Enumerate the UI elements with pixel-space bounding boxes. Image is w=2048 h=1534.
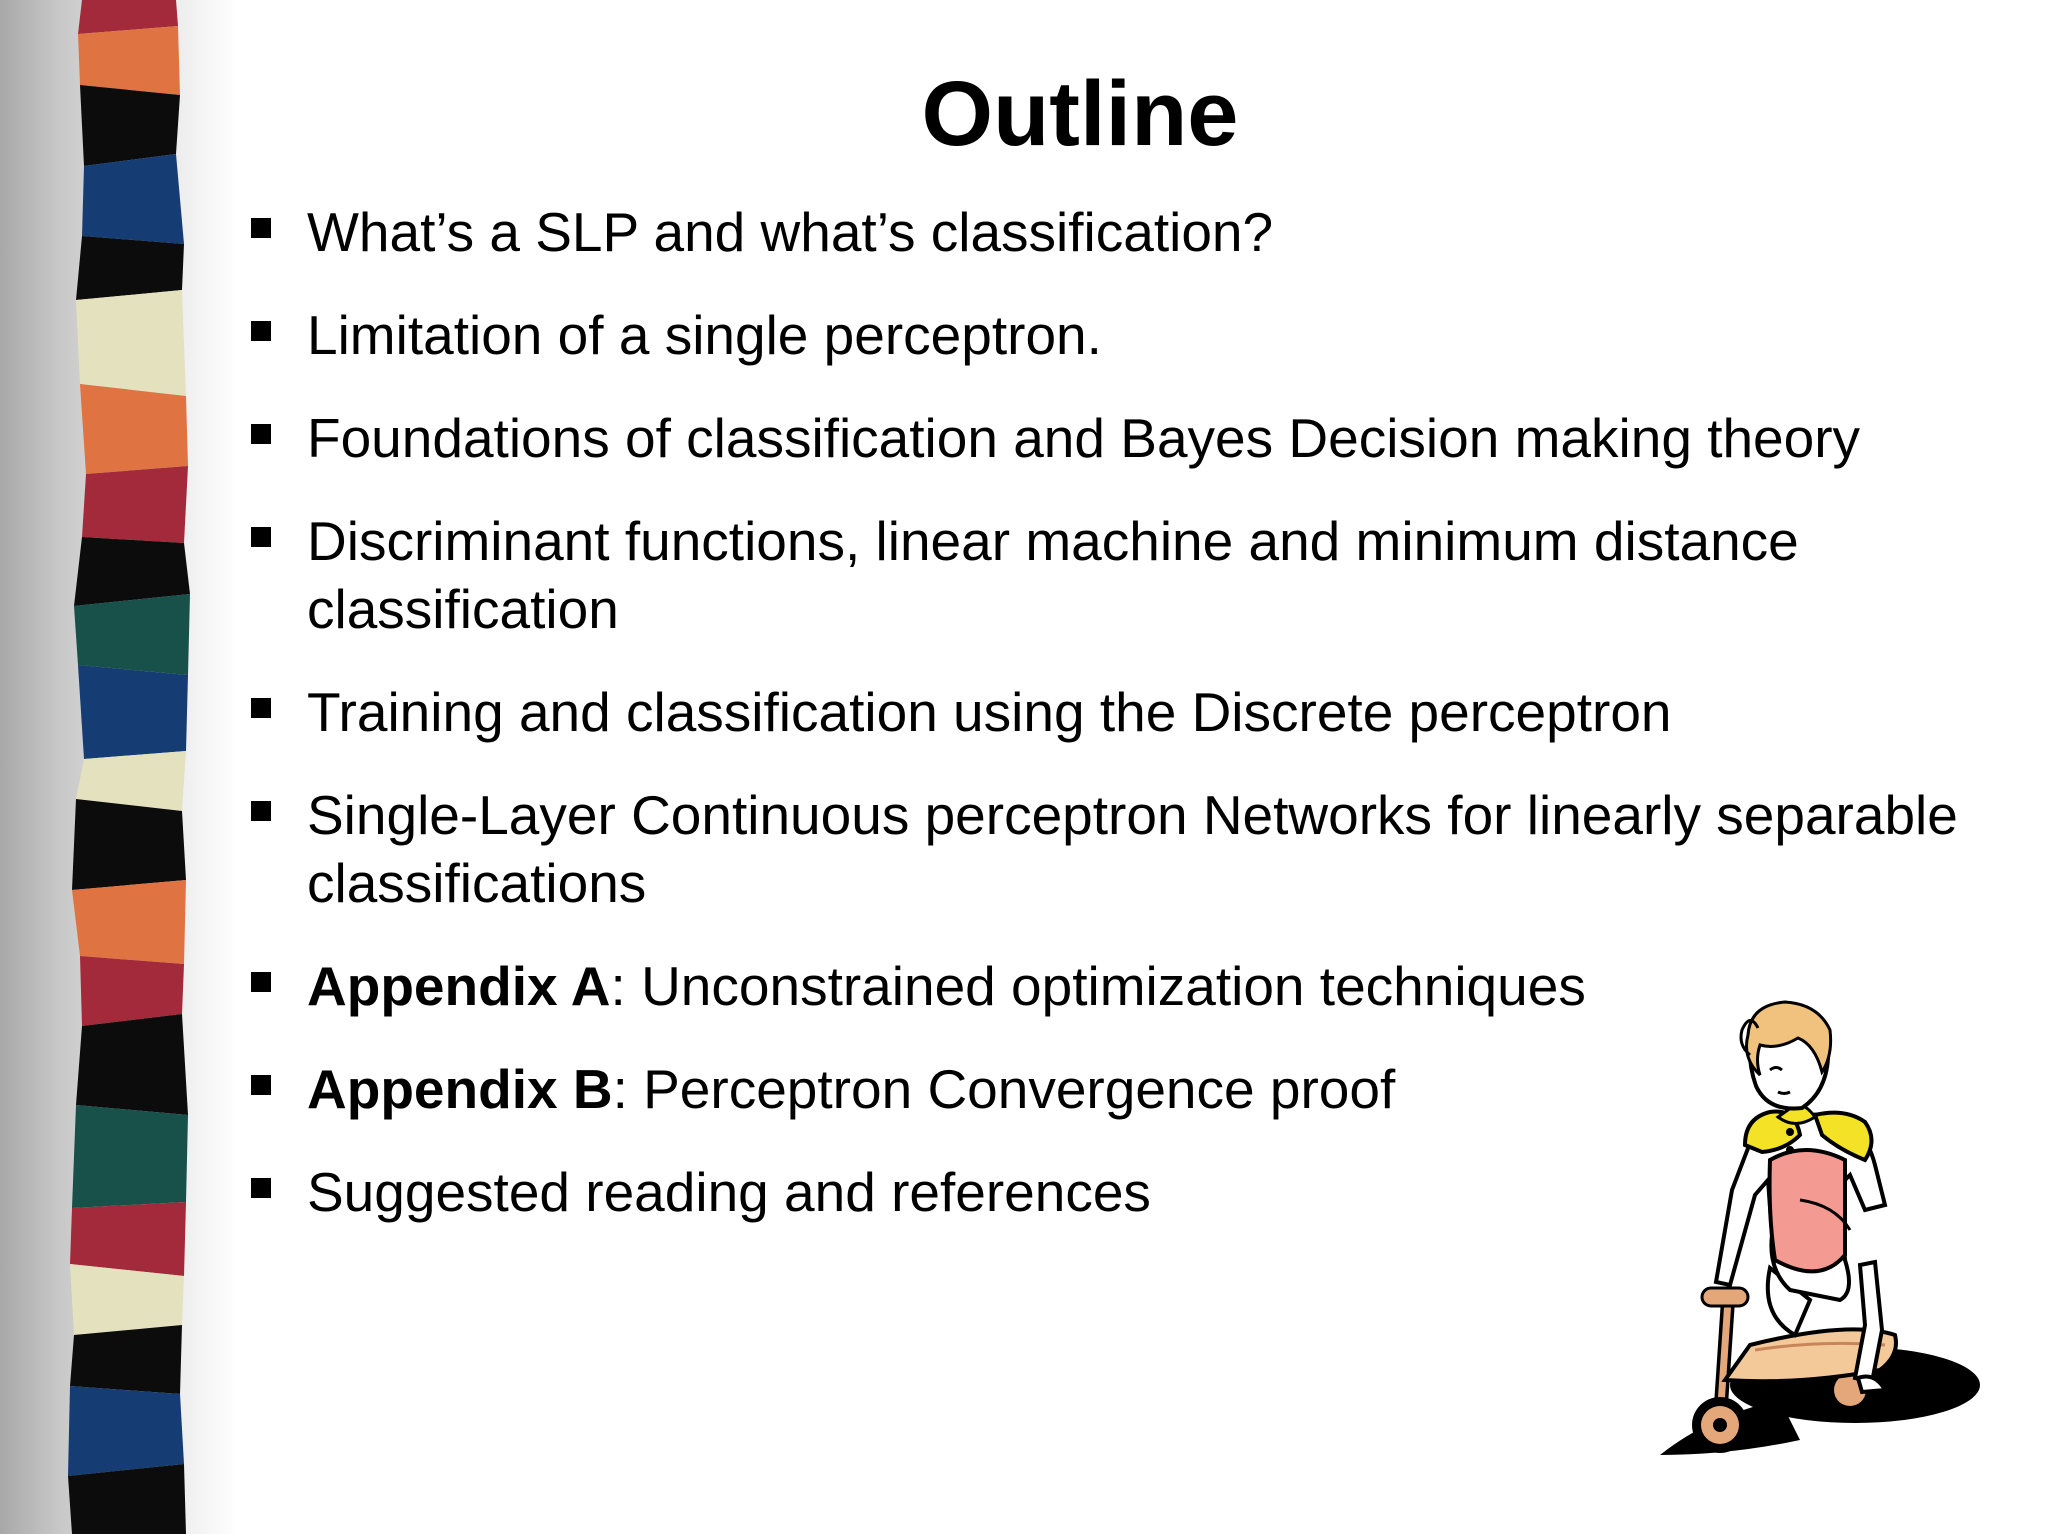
stripe-segment xyxy=(74,594,190,675)
bullet-text: Single-Layer Continuous perceptron Networks for linearly separable classifications xyxy=(307,784,1958,914)
square-bullet-icon xyxy=(251,972,271,992)
square-bullet-icon xyxy=(251,698,271,718)
square-bullet-icon xyxy=(251,321,271,341)
square-bullet-icon xyxy=(251,1178,271,1198)
bullet-item xyxy=(245,507,1965,643)
bullet-text: : Unconstrained optimization techniques xyxy=(610,955,1586,1017)
stripe-segment xyxy=(76,290,186,396)
bullet-bold-text: Appendix B xyxy=(307,1058,613,1120)
bullet-item xyxy=(245,781,1965,917)
bullet-text: Limitation of a single perceptron. xyxy=(307,304,1102,366)
bullet-item xyxy=(245,198,1965,266)
stripe-segment xyxy=(82,466,188,543)
stripe-segment xyxy=(72,880,186,964)
stripe-segment xyxy=(78,665,188,759)
stripe-segment xyxy=(72,799,186,890)
stripe-segment xyxy=(68,1386,184,1476)
stripe-segment xyxy=(76,236,184,300)
stripe-segment xyxy=(78,26,180,95)
bullet-text: Foundations of classification and Bayes Decision making theory xyxy=(307,407,1861,469)
bullet-text: Suggested reading and references xyxy=(307,1161,1151,1223)
stripe-segment xyxy=(80,956,184,1026)
slide-title: Outline xyxy=(921,63,1239,165)
stripe-segment xyxy=(74,537,190,606)
stripe-segment xyxy=(70,1202,186,1276)
bullet-item xyxy=(245,301,1965,369)
bullet-item xyxy=(245,404,1965,472)
stripe-segment xyxy=(70,1325,182,1394)
stripe-segment xyxy=(76,1014,188,1115)
stripe-segment xyxy=(82,154,184,244)
stripe-segment xyxy=(70,1264,184,1335)
square-bullet-icon xyxy=(251,1075,271,1095)
stripe-segment xyxy=(72,1105,188,1208)
decorative-stripe-bar xyxy=(0,0,240,1534)
bullet-item xyxy=(245,678,1965,746)
stripe-segment xyxy=(80,85,180,166)
stripe-segment xyxy=(80,384,188,474)
bullet-text: : Perceptron Convergence proof xyxy=(612,1058,1396,1120)
square-bullet-icon xyxy=(251,424,271,444)
square-bullet-icon xyxy=(251,218,271,238)
square-bullet-icon xyxy=(251,801,271,821)
bullet-text: Training and classification using the Discrete perceptron xyxy=(307,681,1672,743)
child-on-scooter-icon xyxy=(1650,1000,1980,1470)
stripe-segment xyxy=(68,1464,186,1534)
bullet-bold-text: Appendix A xyxy=(307,955,611,1017)
bullet-text: What’s a SLP and what’s classification? xyxy=(307,201,1274,263)
square-bullet-icon xyxy=(251,527,271,547)
bullet-text: Discriminant functions, linear machine and minimum distance classification xyxy=(307,510,1799,640)
